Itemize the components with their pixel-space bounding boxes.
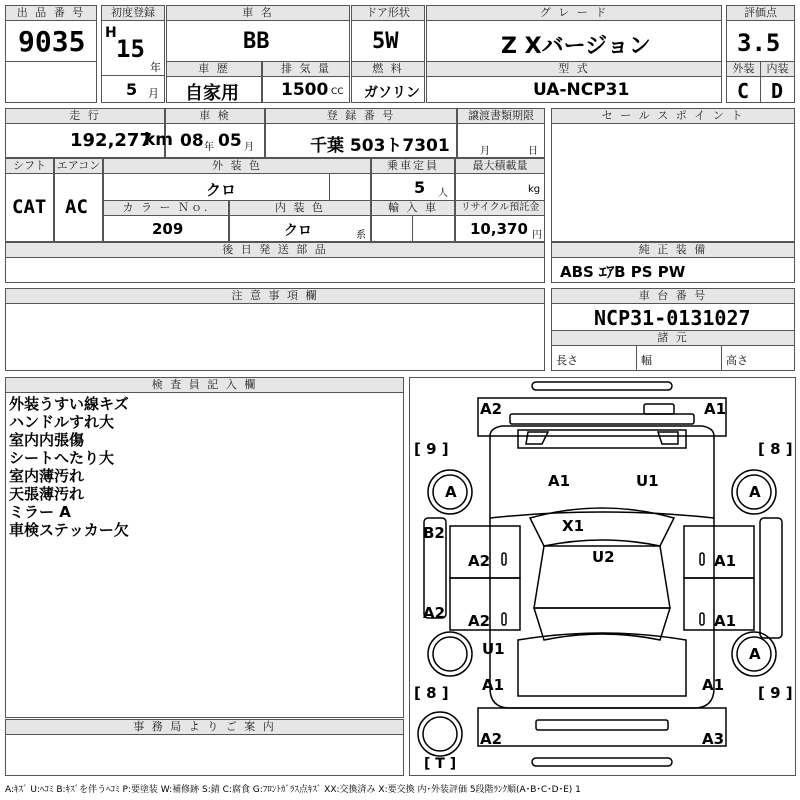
equip-label: 純 正 装 備 (551, 242, 795, 258)
damage-hood-r: U1 (636, 472, 659, 490)
lot-label: 出 品 番 号 (5, 5, 97, 21)
color-blank (329, 173, 371, 201)
int-color: クロ (284, 223, 312, 239)
import-label: 輸 入 車 (371, 200, 455, 216)
caution-label: 注 意 事 項 欄 (5, 288, 545, 304)
mileage-unit: km (144, 130, 174, 150)
ext-score: C (737, 79, 750, 103)
legend: A:ｷｽﾞ U:ﾍｺﾐ B:ｷｽﾞを伴うﾍｺﾐ P:要塗装 W:補修跡 S:錆 C:腐食 G:ﾌﾛﾝﾄｶﾞﾗｽ点ｷｽﾞ XX:交換済み X:要交換 内･外装評価 5段階ﾗﾝｸ順(A･B･C･D･E) 1 (5, 785, 581, 795)
later-parts-cell (5, 257, 545, 283)
insp-month-unit: 月 (244, 142, 254, 153)
door-type: 5W (372, 29, 399, 54)
shift: CAT (12, 196, 47, 218)
wheel-rl-icon (428, 632, 472, 676)
front-grille (510, 414, 694, 424)
color-number: 209 (152, 220, 184, 238)
insp-year-unit: 年 (204, 142, 214, 153)
spare-tire-icon (418, 712, 462, 756)
damage-wheel-fr: A (749, 483, 761, 501)
history: 自家用 (185, 83, 239, 104)
mileage-label: 走 行 (5, 108, 165, 124)
damage-door-fl: A2 (468, 552, 491, 570)
first-reg-label: 初度登録 (101, 5, 165, 21)
damage-quarter-l: A2 (423, 604, 446, 622)
recycle-unit: 円 (532, 230, 542, 241)
insp-month: 05 (218, 131, 242, 151)
roof-strip (532, 382, 672, 390)
ac-cell (54, 173, 103, 242)
reg-year: 15 (116, 35, 145, 63)
note-line: 車検ステッカー欠 (9, 521, 129, 539)
lot-number: 9035 (18, 25, 86, 58)
model-cell (426, 76, 722, 103)
chassis-cell (551, 303, 795, 331)
reg-month: 5 (126, 80, 138, 99)
damage-door-rr: A1 (714, 612, 737, 630)
grade: Z Xバージョン (501, 34, 651, 59)
note-line: 外装うすい線キズ (9, 395, 129, 413)
car-name: BB (243, 29, 270, 54)
spare-tire-label: [ T ] (424, 756, 457, 772)
later-parts-label: 後 日 発 送 部 品 (5, 242, 545, 258)
transfer-label: 譲渡書類期限 (457, 108, 545, 124)
color-label: 外 装 色 (103, 158, 371, 174)
office-label: 事 務 局 よ り ご 案 内 (5, 719, 404, 735)
inspection-cell (165, 123, 265, 158)
damage-door-fr: A1 (714, 552, 737, 570)
sales-point-cell (551, 123, 795, 242)
capacity-label: 乗車定員 (371, 158, 455, 174)
fuel: ガソリン (364, 85, 420, 101)
damage-windshield: X1 (562, 517, 585, 535)
plate-number: 千葉 503ト7301 (310, 136, 450, 156)
inspector-notes (5, 392, 404, 718)
damage-roof: U2 (592, 548, 615, 566)
damage-fender-l: B2 (423, 524, 445, 542)
insp-year: 08 (180, 131, 204, 151)
equipment: ABS ｴｱB PS PW (560, 263, 686, 281)
era: H (105, 25, 117, 41)
plate-label: 登 録 番 号 (265, 108, 457, 124)
load-cell (455, 173, 545, 201)
spec-width: 幅 (641, 354, 652, 367)
name-label: 車 名 (166, 5, 350, 21)
note-line: ハンドルすれ大 (9, 413, 115, 431)
capacity: 5 (414, 178, 426, 197)
shift-cell (5, 173, 54, 242)
reg-year-unit: 年 (150, 61, 161, 74)
capacity-unit: 人 (438, 188, 448, 199)
office-cell (5, 734, 404, 776)
mileage-cell (5, 123, 174, 158)
load-label: 最大積載量 (455, 158, 545, 174)
equip-cell (551, 257, 795, 283)
colorno-label: カ ラ ー Ｎｏ. (103, 200, 229, 216)
recycle-cell (455, 215, 545, 242)
score: 3.5 (737, 29, 781, 57)
fuel-cell (351, 76, 425, 103)
intcolor-cell (229, 215, 371, 242)
displacement: 1500 (281, 80, 329, 100)
ac-label: エアコン (54, 158, 103, 174)
score-label: 評価点 (726, 5, 795, 21)
recycle-fee: 10,370 (470, 220, 528, 238)
transfer-month: 月 (480, 146, 490, 157)
disp-cell (262, 76, 350, 103)
note-line: シートへたり大 (9, 449, 115, 467)
spec-label: 諸 元 (551, 330, 795, 346)
recycle-label: リサイクル預託金 (455, 200, 545, 216)
note-line: 天張薄汚れ (9, 485, 85, 503)
ext-color: クロ (206, 181, 237, 199)
grade-label: グ レ ー ド (426, 5, 722, 21)
name-cell (166, 20, 350, 62)
spec-hgt-cell (721, 345, 795, 371)
damage-qpanel-r: A1 (702, 676, 725, 694)
disp-unit: CC (331, 87, 344, 97)
hood-outline (490, 426, 714, 518)
import-cell-2 (412, 215, 455, 242)
trunk (518, 633, 686, 696)
color-cell (103, 173, 330, 201)
damage-hood-l: A1 (548, 472, 571, 490)
shift-label: シフト (5, 158, 54, 174)
chassis-number: NCP31-0131027 (594, 306, 751, 330)
damage-front-bumper-l: A2 (480, 400, 503, 418)
spec-len-cell (551, 345, 637, 371)
ext-cell (726, 76, 761, 103)
mileage: 192,277 (70, 130, 152, 151)
spec-wid-cell (636, 345, 722, 371)
reg-month-unit: 月 (148, 87, 159, 100)
colorno-cell (103, 215, 229, 242)
intcolor-label: 内 装 色 (229, 200, 371, 216)
transfer-day: 日 (528, 146, 538, 157)
tire-fl-depth: [ 9 ] (414, 440, 449, 458)
damage-rear-bumper-l: A2 (480, 730, 503, 748)
int-label: 内装 (760, 61, 795, 77)
damage-wheel-fl: A (445, 483, 457, 501)
rear-bumper (478, 708, 726, 746)
rear-strip (532, 758, 672, 766)
lot-blank (5, 61, 97, 103)
damage-qpanel-l: A1 (482, 676, 505, 694)
side-strip-right (760, 518, 782, 638)
capacity-cell (371, 173, 455, 201)
plate-cell (265, 123, 457, 158)
note-line: 室内内張傷 (9, 431, 85, 449)
door-cell (351, 20, 425, 62)
chassis-label: 車 台 番 号 (551, 288, 795, 304)
tire-fr-depth: [ 8 ] (758, 440, 793, 458)
first-reg-cell (101, 20, 165, 76)
model-code: UA-NCP31 (533, 80, 630, 100)
score-cell (726, 20, 795, 62)
tire-rr-depth: [ 9 ] (758, 684, 793, 702)
sales-point-label: セ ー ル ス ポ イ ン ト (551, 108, 795, 124)
inspector-label: 検 査 員 記 入 欄 (5, 377, 404, 393)
note-line: 室内薄汚れ (9, 467, 85, 485)
damage-front-bumper-r: A1 (704, 400, 727, 418)
aircon: AC (65, 196, 88, 218)
model-label: 型 式 (426, 61, 722, 77)
history-cell (166, 76, 262, 103)
damage-rear-bumper-r: A3 (702, 730, 725, 748)
caution-cell (5, 303, 545, 371)
load-unit: kg (528, 184, 541, 195)
first-reg-month (101, 75, 165, 103)
int-color-suffix: 系 (356, 230, 366, 241)
disp-label: 排 気 量 (262, 61, 350, 77)
spec-height: 高さ (726, 354, 748, 367)
fuel-label: 燃 料 (351, 61, 425, 77)
grade-cell (426, 20, 722, 62)
ext-label: 外装 (726, 61, 761, 77)
transfer-cell (457, 123, 545, 158)
tire-rl-depth: [ 8 ] (414, 684, 449, 702)
door-label: ドア形状 (351, 5, 425, 21)
int-cell (760, 76, 795, 103)
import-cell (371, 215, 413, 242)
spec-length: 長さ (556, 354, 578, 367)
damage-door-rl: A2 (468, 612, 491, 630)
inspection-label: 車 検 (165, 108, 265, 124)
damage-wheel-rl: U1 (482, 640, 505, 658)
note-line: ミラー A (9, 503, 71, 521)
lot-cell (5, 20, 97, 62)
history-label: 車 歴 (166, 61, 262, 77)
damage-wheel-rr: A (749, 645, 761, 663)
damage-diagram (409, 377, 796, 776)
int-score: D (771, 79, 784, 103)
